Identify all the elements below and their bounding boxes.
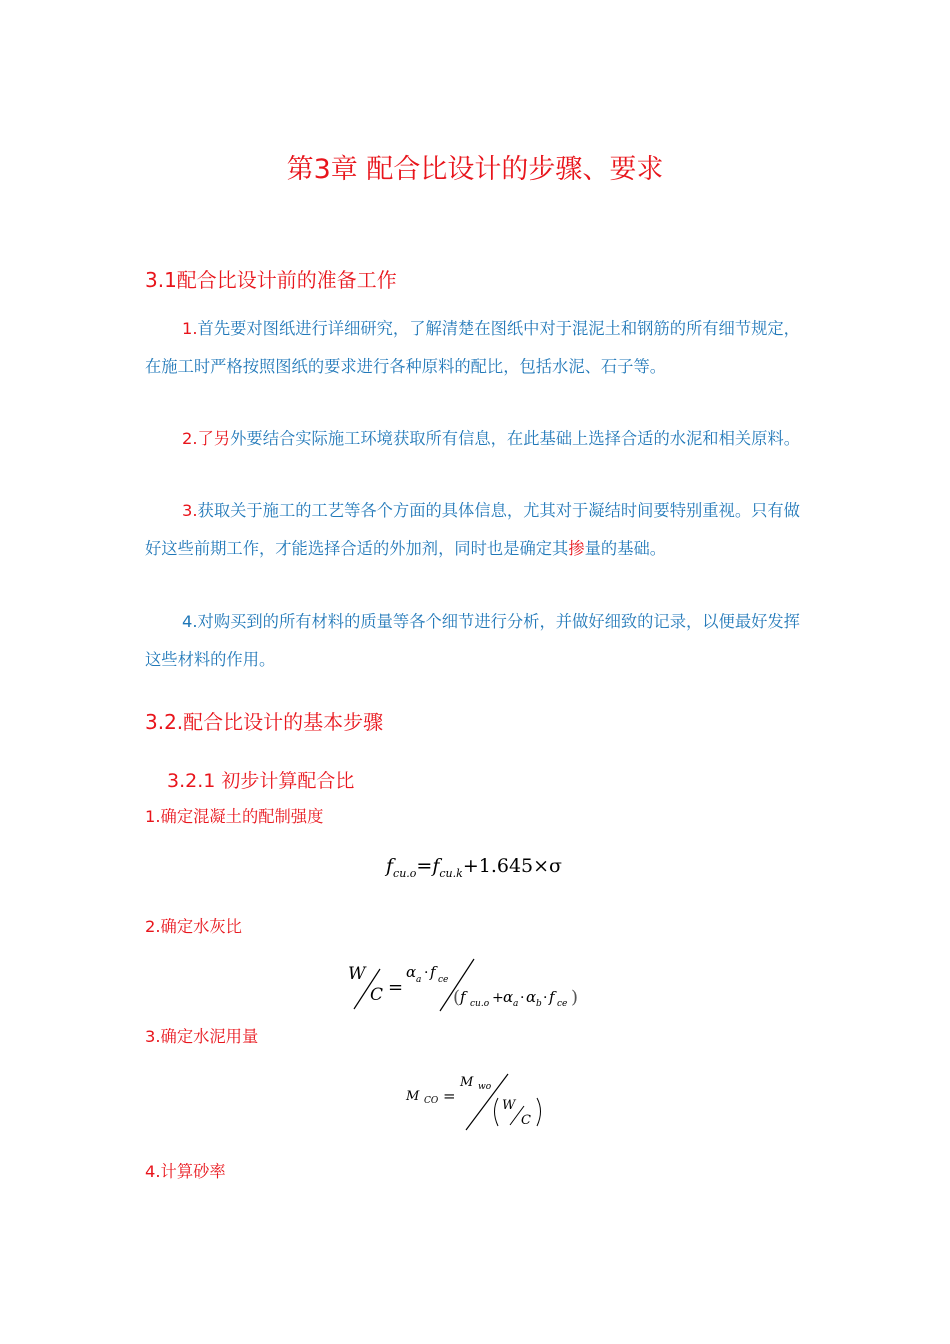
item-red-text: 了另 [197,429,231,448]
svg-text:(: ( [453,987,461,1008]
svg-text:·: · [520,990,525,1006]
svg-text:·: · [424,965,429,981]
svg-text:C: C [521,1113,531,1128]
svg-text:α: α [503,988,514,1006]
svg-text:a: a [416,975,422,985]
chapter-title: 第3章 配合比设计的步骤、要求 [286,154,664,185]
paragraph-item-3 [145,492,810,568]
svg-text:ce: ce [557,999,568,1009]
step-number: 3. [145,1027,161,1046]
item-number: 1. [182,319,198,338]
formula-cement-amount [400,1068,560,1134]
item-number: 3. [182,501,198,520]
svg-text:M: M [406,1089,420,1104]
svg-text:): ) [571,987,579,1008]
svg-text:cu.o: cu.o [470,999,490,1009]
paragraph-item-1 [145,310,810,386]
step-2-label [145,914,242,940]
svg-text:CO: CO [424,1096,439,1106]
step-4-label [145,1159,226,1185]
svg-text:α: α [406,963,417,981]
svg-text:+: + [492,990,504,1006]
svg-text:W: W [348,964,366,984]
svg-text:f: f [549,988,555,1006]
step-text: 计算砂率 [160,1162,226,1181]
item-text-before: 获取关于施工的工艺等各个方面的具体信息，尤其对于凝结时间要特别重视。只有做好这些前期工作，才能选择合适的外加剂，同时也是确定其 [145,501,800,558]
step-text: 确定混凝土的配制强度 [160,807,324,826]
item-text-after: 量的基础。 [584,539,667,558]
section-heading-3-2: 3.2.配合比设计的基本步骤 [145,710,384,734]
item-number: 4. [182,612,198,631]
svg-text:α: α [526,988,537,1006]
step-number: 4. [145,1162,161,1181]
formula-water-cement-ratio [340,955,620,1015]
step-3-label [145,1024,258,1050]
item-red-word: 掺 [568,539,585,558]
section-heading-3-1: 3.1配合比设计前的准备工作 [145,268,397,292]
svg-text:b: b [536,999,542,1009]
step-number: 1. [145,807,161,826]
svg-text:=: = [443,1087,456,1105]
svg-text:wo: wo [478,1082,492,1092]
item-text: 外要结合实际施工环境获取所有信息，在此基础上选择合适的水泥和相关原料。 [230,429,800,448]
svg-text:ce: ce [438,975,449,985]
item-text: 对购买到的所有材料的质量等各个细节进行分析，并做好细致的记录，以便最好发挥这些材料的作用。 [145,612,800,669]
svg-text:·: · [543,990,548,1006]
svg-text:W: W [502,1098,516,1113]
step-text: 确定水灰比 [160,917,242,936]
svg-text:C: C [370,985,384,1005]
step-1-label [145,804,323,830]
svg-text:M: M [460,1075,474,1090]
item-number: 2. [182,429,198,448]
svg-text:f: f [430,963,436,981]
svg-text:=: = [388,977,404,998]
subsection-heading-3-2-1: 3.2.1 初步计算配合比 [167,770,355,792]
svg-text:a: a [513,999,519,1009]
svg-text:f: f [460,988,466,1006]
formula-strength: $f_{cu.o}=f_{cu.k}+1.645\times\sigma$ [386,855,563,880]
step-text: 确定水泥用量 [160,1027,259,1046]
item-text: 首先要对图纸进行详细研究，了解清楚在图纸中对于混泥土和钢筋的所有细节规定，在施工时严格按照图纸的要求进行各种原料的配比，包括水泥、石子等。 [145,319,800,376]
paragraph-item-4 [145,603,810,679]
step-number: 2. [145,917,161,936]
paragraph-item-2 [145,420,810,458]
